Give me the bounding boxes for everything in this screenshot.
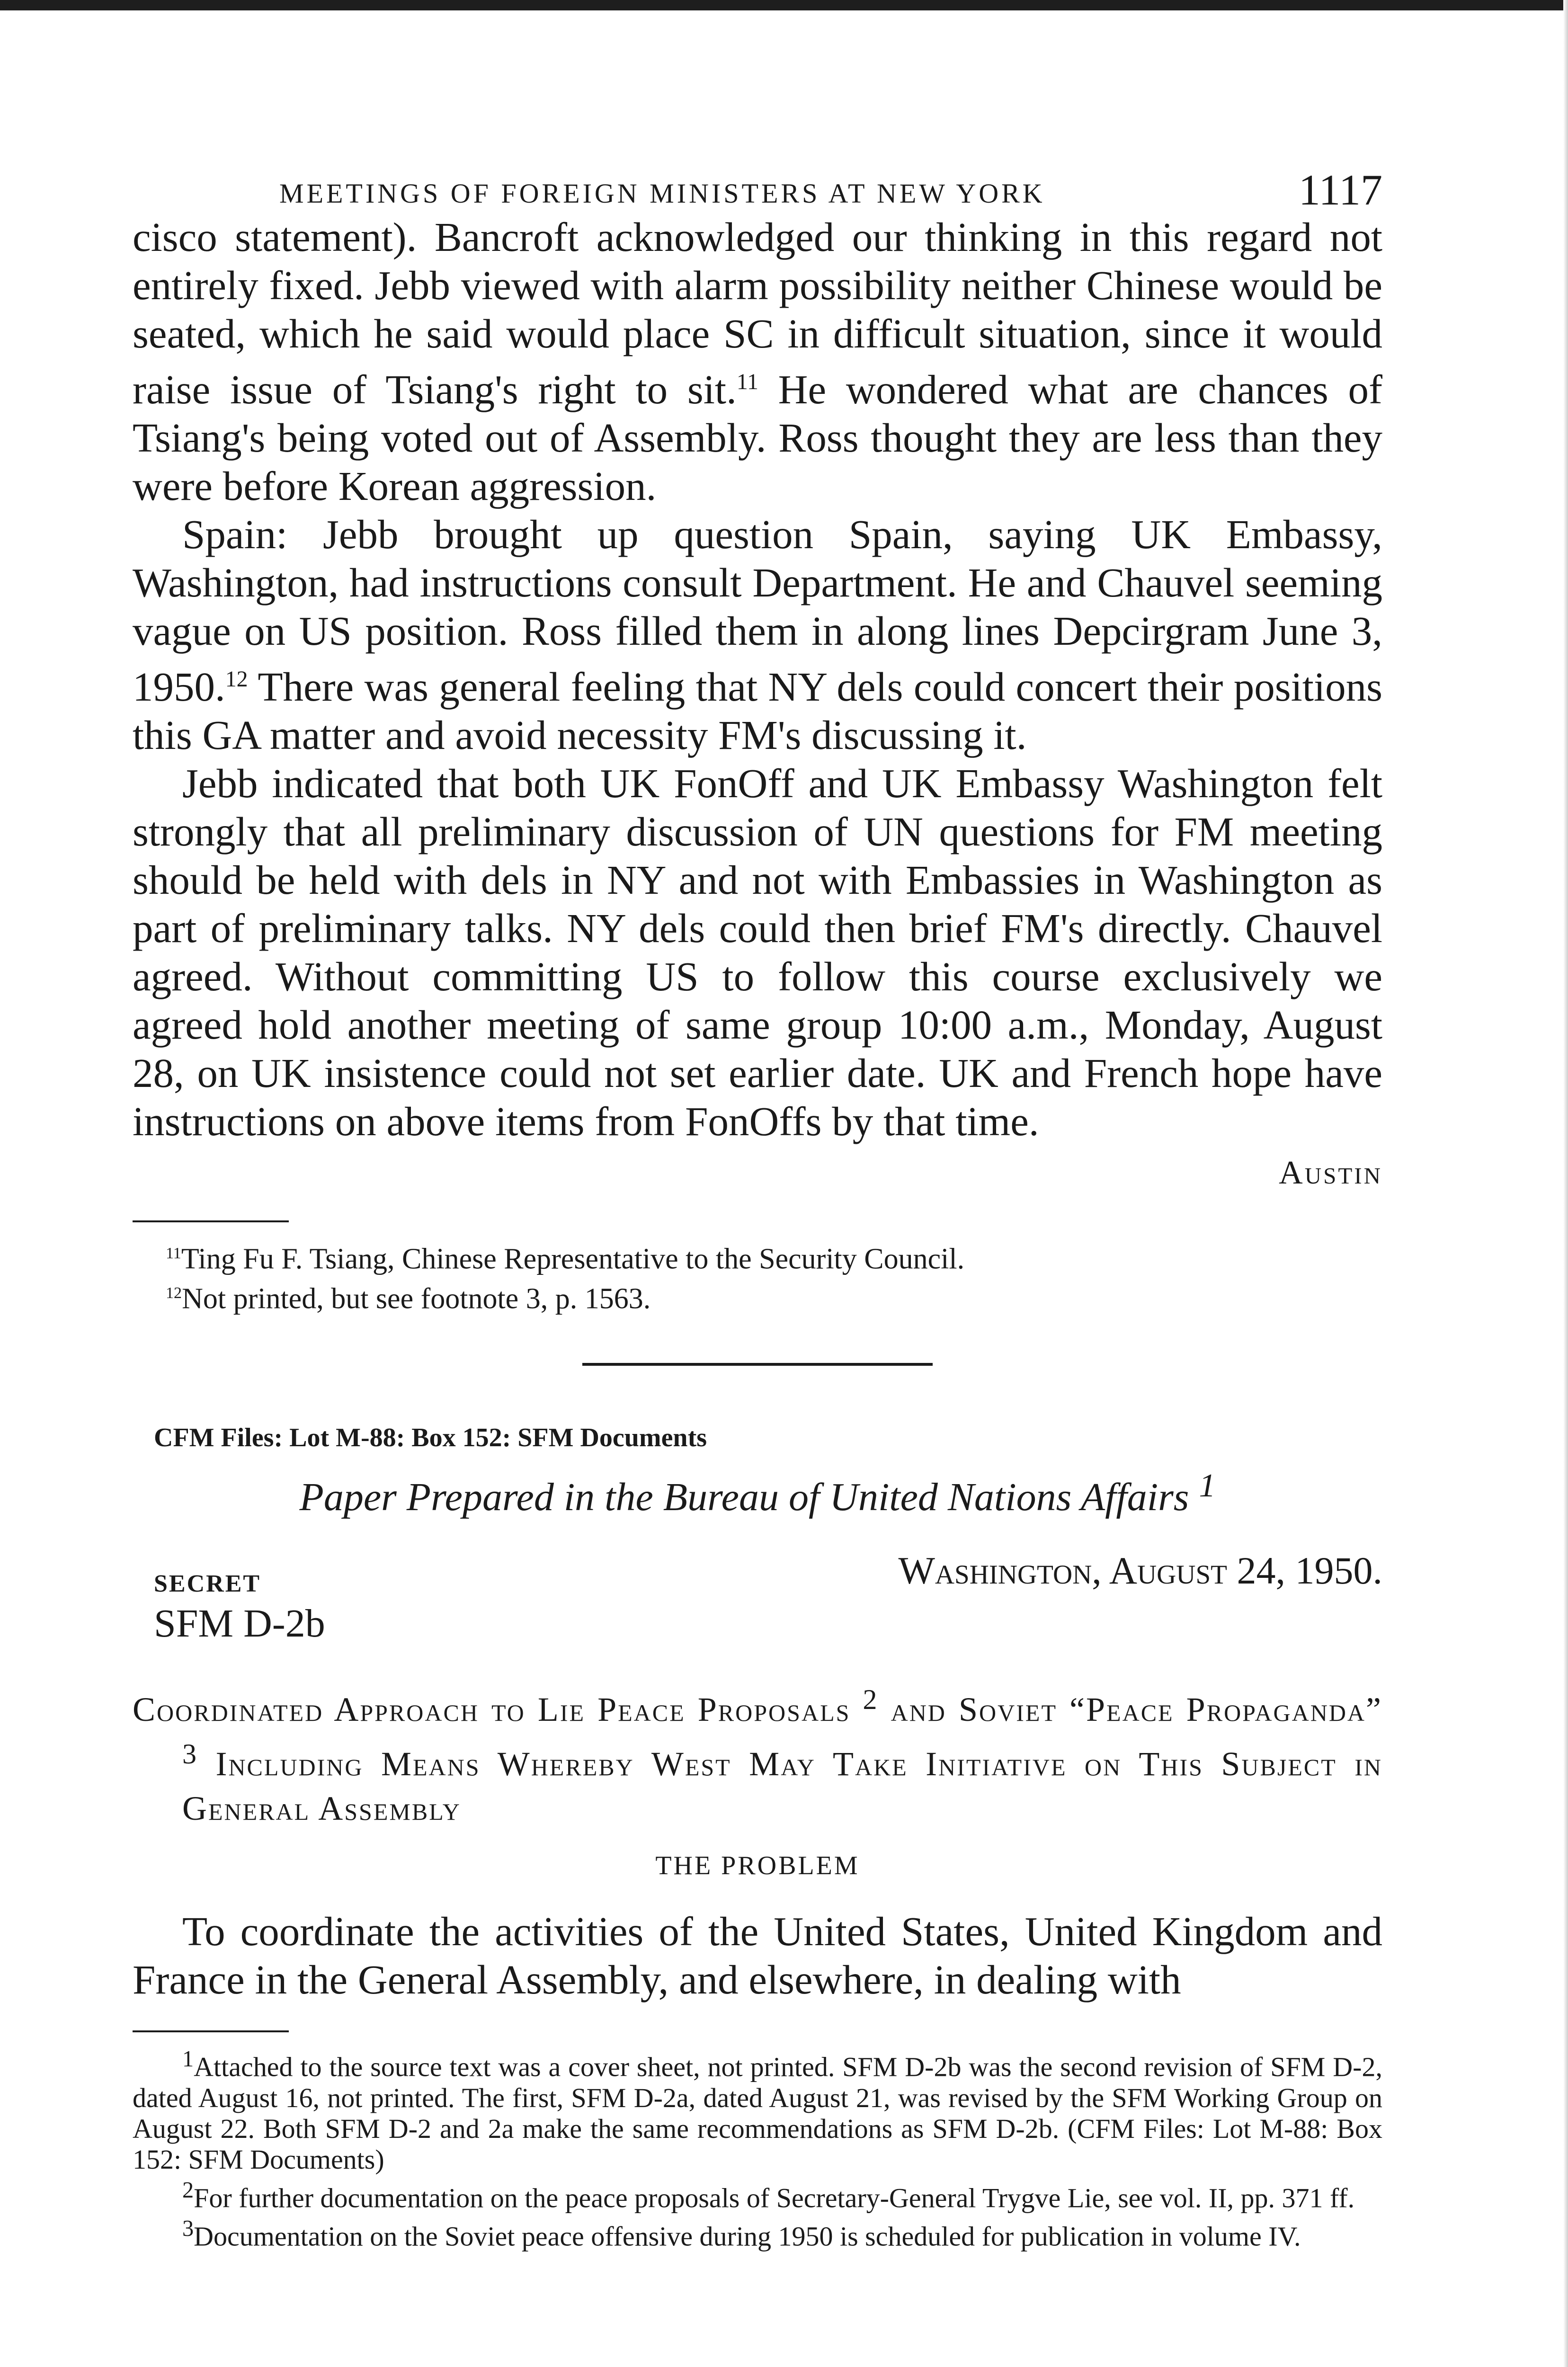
footnote-text: Not printed, but see footnote 3, p. 1563. — [182, 1282, 651, 1315]
running-head-title: MEETINGS OF FOREIGN MINISTERS AT NEW YORK — [279, 178, 1045, 209]
section-heading-problem: THE PROBLEM — [655, 1851, 860, 1881]
paragraph-jebb: Jebb indicated that both UK FonOff and UK Embassy Washington felt strongly that all preliminary discussion of UN questions for FM meeting should be held with dels in NY and not with Embassies in Washington as part of preliminary talks. NY dels could then brief FM's directly. Chauvel agreed. Without committing US to follow this course exclusively we agreed hold another meeting of same group 10:00 a.m., Monday, August 28, on UK insistence could not set earlier date. UK and French hope have instructions on above items from FonOffs by that time. — [133, 760, 1382, 1144]
subject-text: Including Means Whereby West May Take Initiative on This Subject in General Assembly — [182, 1745, 1382, 1828]
dateline: Washington, August 24, 1950. — [898, 1549, 1382, 1593]
subject-text: Coordinated Approach to Lie Peace Proposals — [133, 1691, 851, 1729]
source-citation: CFM Files: Lot M-88: Box 152: SFM Documents — [154, 1423, 707, 1453]
classification-label: SECRET — [154, 1570, 261, 1598]
running-head — [133, 156, 1382, 213]
footnote-text: For further documentation on the peace proposals of Secretary-General Trygve Lie, see vol. II, pp. 371 ff. — [194, 2182, 1355, 2213]
document-title — [133, 1467, 1382, 1520]
document-title-text: Paper Prepared in the Bureau of United Nations Affairs — [299, 1475, 1189, 1520]
section-divider — [582, 1363, 933, 1366]
footnote-12 — [133, 1276, 1382, 1316]
footnote-text: Ting Fu F. Tsiang, Chinese Representative to the Security Council. — [181, 1243, 965, 1275]
page-number: 1117 — [1298, 166, 1382, 214]
signature-austin: Austin — [1279, 1155, 1382, 1191]
subject-text: and Soviet “Peace Propaganda” — [878, 1691, 1382, 1729]
footnote-number: 2 — [182, 2177, 194, 2203]
scan-right-edge — [1563, 0, 1568, 2367]
footnote-ref: 1 — [1199, 1468, 1216, 1504]
paragraph-spain — [133, 510, 1382, 759]
paragraph-text: Spain: Jebb brought up question Spain, saying UK Embassy, Washington, had instructions consult Department. He and Chauvel seeming vague on US position. Ross filled them in along lines Depcirgram June 3, 1950. — [133, 511, 1382, 710]
document-page — [133, 156, 1382, 2251]
paragraph-text: There was general feeling that NY dels could concert their positions this GA matter and avoid necessity FM's discussing it. — [133, 664, 1382, 758]
scan-top-border — [0, 0, 1568, 10]
footnote-text: Documentation on the Soviet peace offensive during 1950 is scheduled for publication in volume IV. — [194, 2221, 1301, 2252]
footnote-divider — [133, 1220, 289, 1222]
footnote-ref: 3 — [182, 1738, 198, 1770]
footnote-ref: 12 — [225, 667, 248, 692]
paragraph-problem: To coordinate the activities of the United States, United Kingdom and France in the General Assembly, and elsewhere, in dealing with — [133, 1908, 1382, 2003]
footnote-text: Attached to the source text was a cover sheet, not printed. SFM D-2b was the second revision of SFM D-2, dated August 16, not printed. The first, SFM D-2a, dated August 21, was revised by the SFM Working Group on August 22. Both SFM D-2 and 2a make the same recommendations as SFM D-2b. (CFM Files: Lot M-88: Box 152: SFM Documents) — [133, 2051, 1382, 2175]
footnote-number: 12 — [166, 1284, 182, 1302]
footnote-3 — [133, 2213, 1382, 2251]
document-subject — [133, 1677, 1382, 1831]
document-number: SFM D-2b — [154, 1602, 325, 1646]
paragraph-text: cisco statement). Bancroft acknowledged our thinking in this regard not entirely fixed. Jebb viewed with alarm possibility neither Chinese would be seated, which he said would place SC in difficult situation, since it would raise issue of Tsiang's right to sit. — [133, 214, 1382, 412]
footnote-1 — [133, 2044, 1382, 2174]
footnote-number: 3 — [182, 2216, 194, 2241]
footnote-2 — [133, 2175, 1382, 2213]
paragraph-text: He wondered what are chances of Tsiang's being voted out of Assembly. Ross thought they are less than they were before Korean aggression. — [133, 366, 1382, 509]
footnote-ref: 11 — [736, 369, 758, 394]
footnote-11 — [133, 1237, 1382, 1276]
footnote-ref: 2 — [863, 1684, 879, 1716]
footnote-divider — [133, 2030, 289, 2032]
dateline-row — [133, 1548, 1382, 1596]
footnote-number: 11 — [166, 1245, 181, 1262]
paragraph-cisco-statement — [133, 213, 1382, 510]
footnote-number: 1 — [182, 2047, 194, 2072]
